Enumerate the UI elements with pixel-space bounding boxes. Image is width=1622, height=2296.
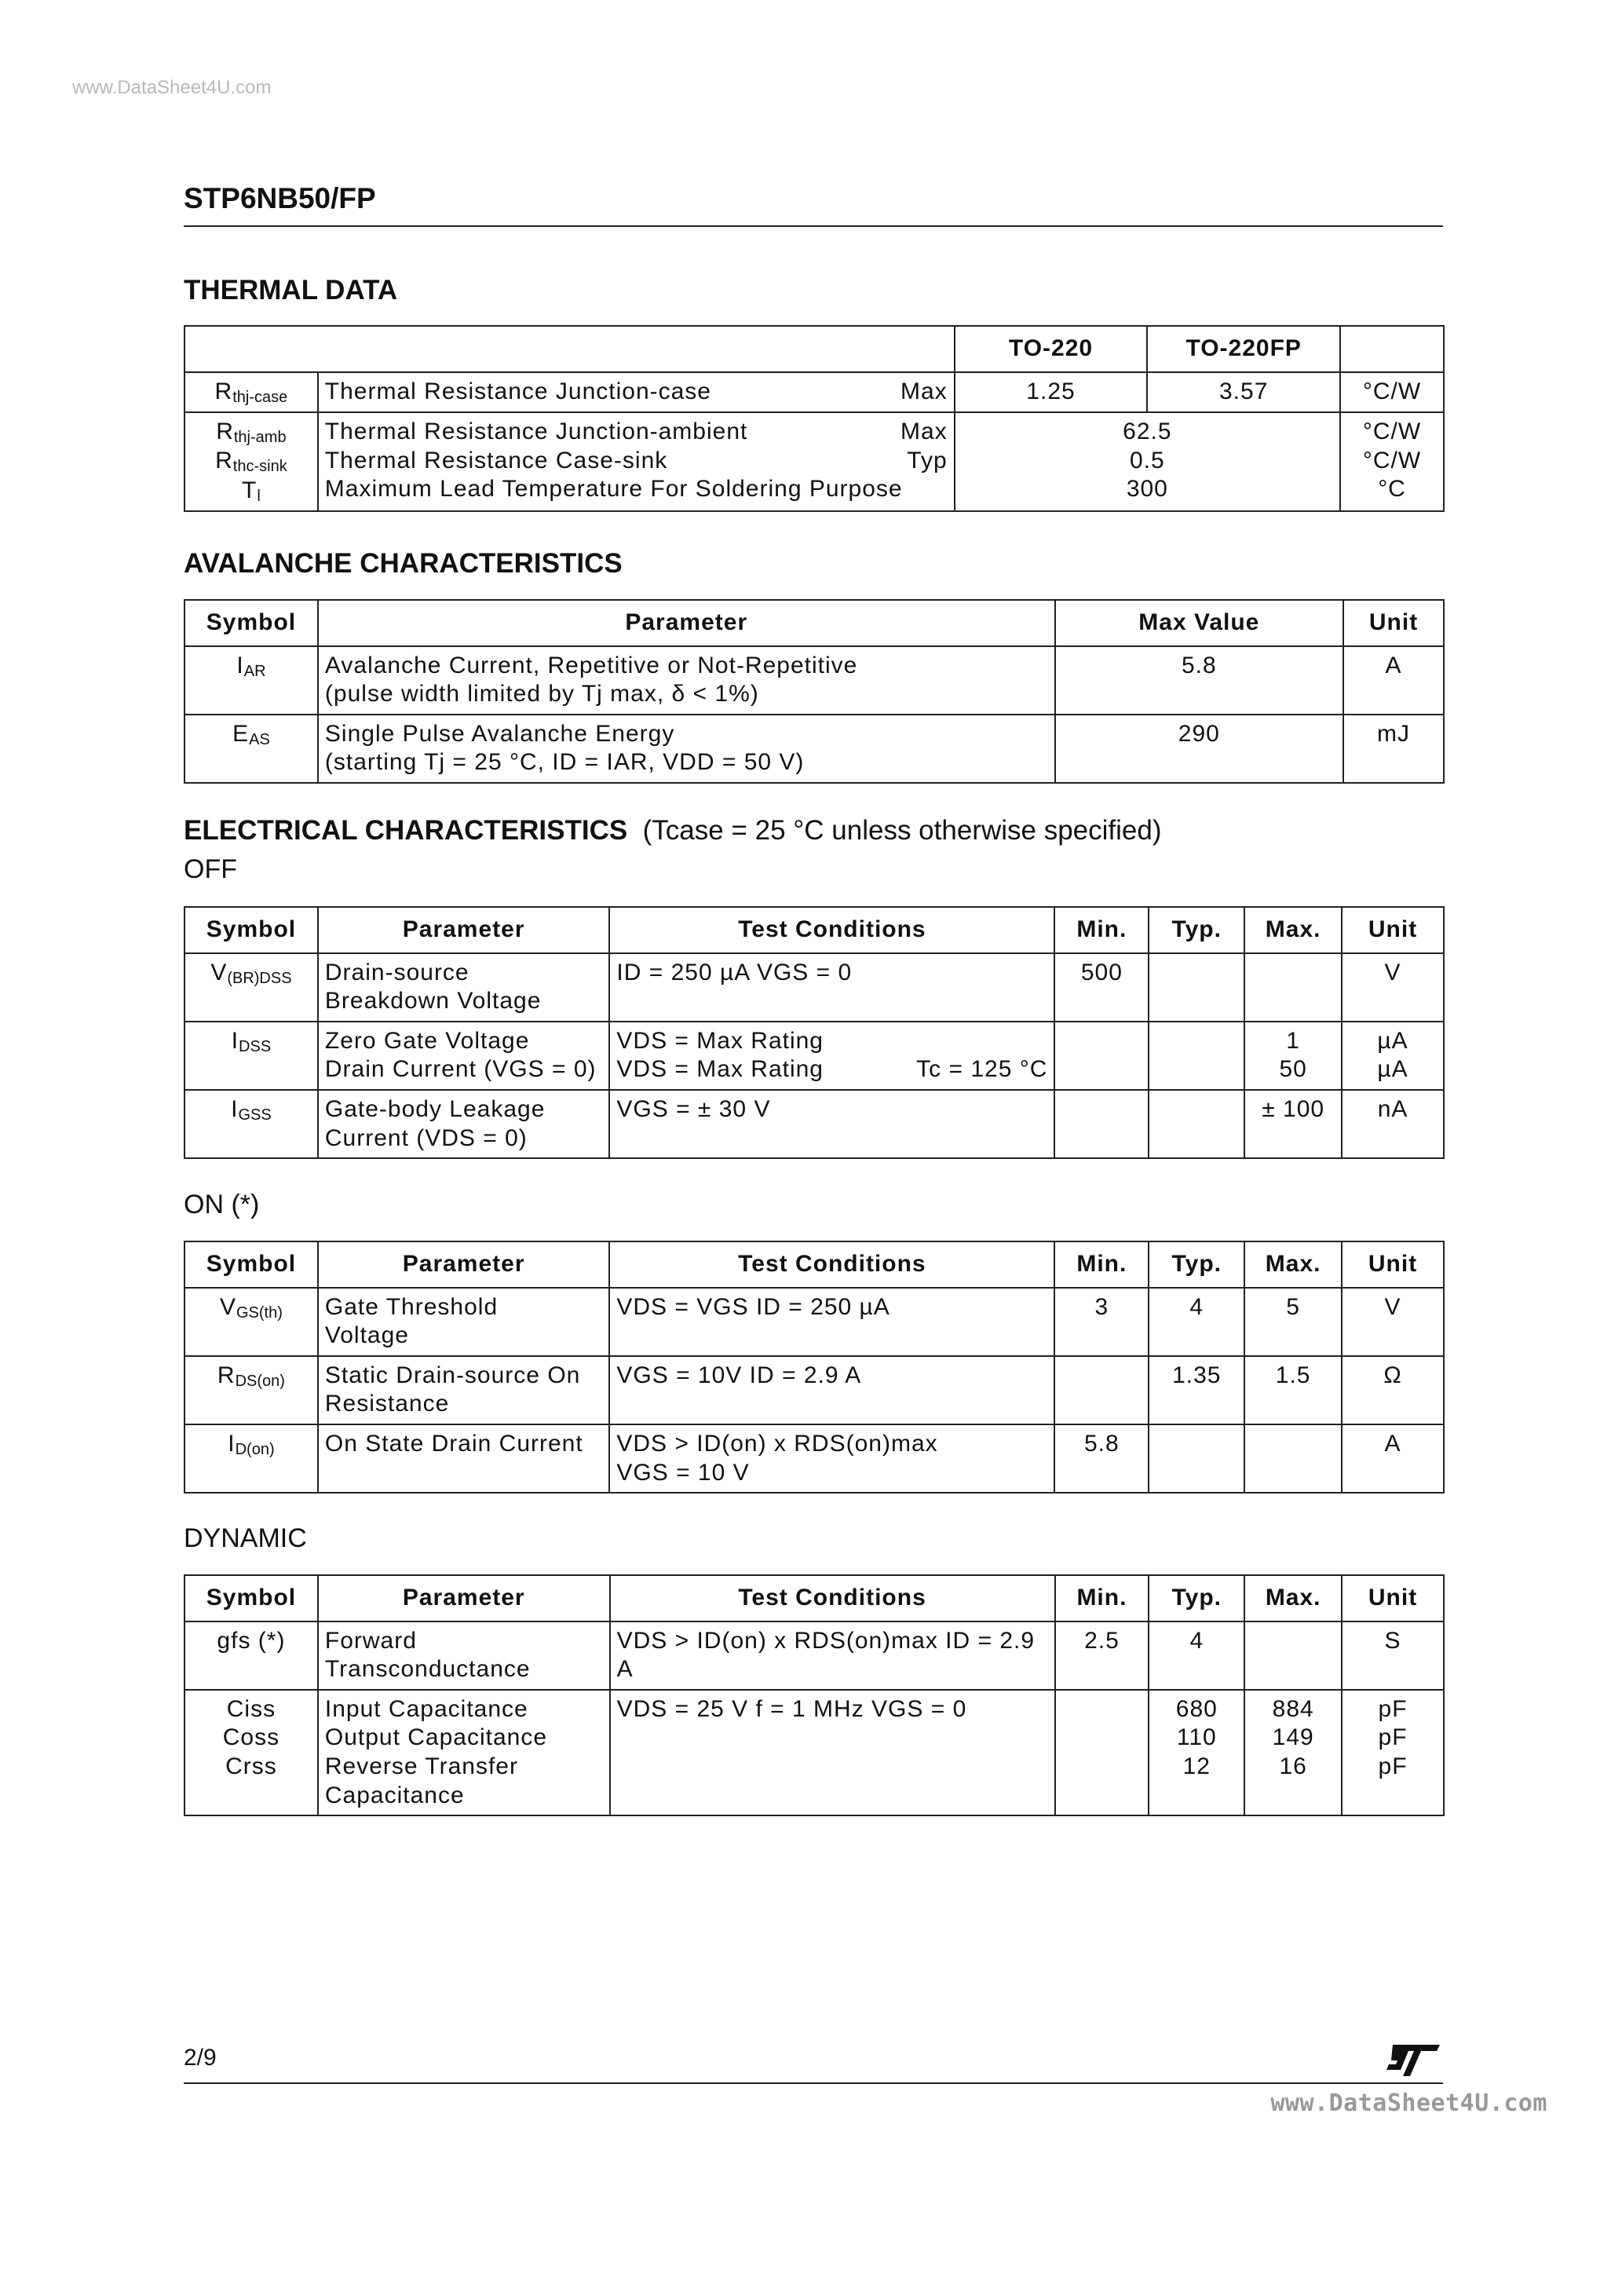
st-logo <box>1382 2042 1445 2083</box>
avalanche-heading: AVALANCHE CHARACTERISTICS <box>184 548 623 579</box>
thermal-table <box>184 325 1445 512</box>
thermal-heading: THERMAL DATA <box>184 275 398 305</box>
table-row: $V_{GS(th)}$ Gate Threshold Voltage VDS = VGS ID = 250 µA 3 4 5 V <box>184 1288 1444 1356</box>
avalanche-table <box>184 599 1445 784</box>
thermal-row2-symbols: $R_{thj-amb}$ $R_{thc-sink}$ $T_l$ <box>184 412 318 511</box>
thermal-row1-param: Thermal Resistance Junction-case <box>324 378 711 404</box>
page-number: 2/9 <box>184 2045 217 2071</box>
table-row: $I_{GSS}$ Gate-body Leakage Current (VDS = 0) VGS = ± 30 V ± 100 nA <box>184 1090 1444 1158</box>
on-label: ON (*) <box>184 1190 260 1219</box>
electrical-note: (Tcase = 25 °C unless otherwise specified) <box>642 815 1162 846</box>
off-table: Symbol Parameter Test Conditions Min. Typ. Max. Unit $V_{(BR)DSS}$ Drain-source Breakdown Voltage ID = 250 µA VGS = 0 500 V $I_{DSS}$ Zero Gate Voltage Drain Current (VGS = 0) VDS = Max Rating VDS = Max Rating Tc = 125 °C 1 50 µA µA $I_{GSS}$ Gate-body Leakage Current (VDS = 0) VGS = ± 30 V ± 100 nA <box>184 906 1445 1159</box>
document-title: STP6NB50/FP <box>184 182 376 214</box>
electrical-heading: ELECTRICAL CHARACTERISTICS (Tcase = 25 °C unless otherwise specified) <box>184 815 1162 846</box>
header-rule <box>184 225 1443 227</box>
table-row: $I_{AR}$ Avalanche Current, Repetitive or Not-Repetitive (pulse width limited by Tj max, δ < 1%) 5.8 A <box>184 646 1444 715</box>
table-row: $R_{DS(on)}$ Static Drain-source On Resistance VGS = 10V ID = 2.9 A 1.35 1.5 Ω <box>184 1356 1444 1424</box>
dynamic-table: Symbol Parameter Test Conditions Min. Typ. Max. Unit gfs (*) Forward Transconductance VDS > ID(on) x RDS(on)max ID = 2.9 A 2.5 4 S Ciss Coss Crss Input Capacitance Output Capacitance Reverse Transfer Capacitance VDS = 25 V f = 1 MHz VGS = 0 680 110 12 884 149 16 pF pF pF <box>184 1574 1445 1816</box>
thermal-row1-to220: 1.25 <box>955 372 1148 412</box>
table-row: $I_{D(on)}$ On State Drain Current VDS > ID(on) x RDS(on)max VGS = 10 V 5.8 A <box>184 1424 1444 1493</box>
thermal-row2-units: °C/W °C/W °C <box>1340 412 1444 511</box>
avalanche-header-symbol: Symbol <box>184 600 318 646</box>
thermal-row2-params: Thermal Resistance Junction-ambient Max Thermal Resistance Case-sink Typ Maximum Lead Temperature For Soldering Purpose <box>318 412 955 511</box>
table-row: $E_{AS}$ Single Pulse Avalanche Energy (starting Tj = 25 °C, ID = IAR, VDD = 50 V) 290 mJ <box>184 715 1444 783</box>
on-table: Symbol Parameter Test Conditions Min. Typ. Max. Unit $V_{GS(th)}$ Gate Threshold Voltage VDS = VGS ID = 250 µA 3 4 5 V $R_{DS(on)}$ Static Drain-source On Resistance VGS = 10V ID = 2.9 A 1.35 1.5 Ω $I_{D(on)}$ On State Drain Current VDS > ID(on) x RDS(on)max VGS = 10 V 5.8 A <box>184 1241 1445 1493</box>
col-to220: TO-220 <box>955 326 1148 372</box>
watermark-bottom: www.DataSheet4U.com <box>1270 2089 1547 2117</box>
thermal-row1-qualifier: Max <box>900 378 948 404</box>
thermal-row1-unit: °C/W <box>1340 372 1444 412</box>
dynamic-label: DYNAMIC <box>184 1523 307 1553</box>
table-row: $I_{DSS}$ Zero Gate Voltage Drain Current (VGS = 0) VDS = Max Rating VDS = Max Rating Tc = 125 °C 1 50 µA µA <box>184 1022 1444 1090</box>
thermal-row1-symbol: $R_{thj-case}$ <box>184 372 318 412</box>
avalanche-header-parameter: Parameter <box>318 600 1055 646</box>
col-to220fp: TO-220FP <box>1147 326 1340 372</box>
thermal-row1-to220fp: 3.57 <box>1147 372 1340 412</box>
thermal-row2-values: 62.5 0.5 300 <box>955 412 1340 511</box>
watermark-top: www.DataSheet4U.com <box>72 77 272 98</box>
off-label: OFF <box>184 854 237 884</box>
table-row: gfs (*) Forward Transconductance VDS > ID(on) x RDS(on)max ID = 2.9 A 2.5 4 S <box>184 1621 1444 1690</box>
footer-rule <box>184 2082 1443 2084</box>
table-row: Ciss Coss Crss Input Capacitance Output Capacitance Reverse Transfer Capacitance VDS = 25 V f = 1 MHz VGS = 0 680 110 12 884 149 16 pF pF pF <box>184 1690 1444 1815</box>
avalanche-header-max: Max Value <box>1055 600 1344 646</box>
avalanche-header-unit: Unit <box>1343 600 1444 646</box>
table-row: $V_{(BR)DSS}$ Drain-source Breakdown Voltage ID = 250 µA VGS = 0 500 V <box>184 953 1444 1022</box>
